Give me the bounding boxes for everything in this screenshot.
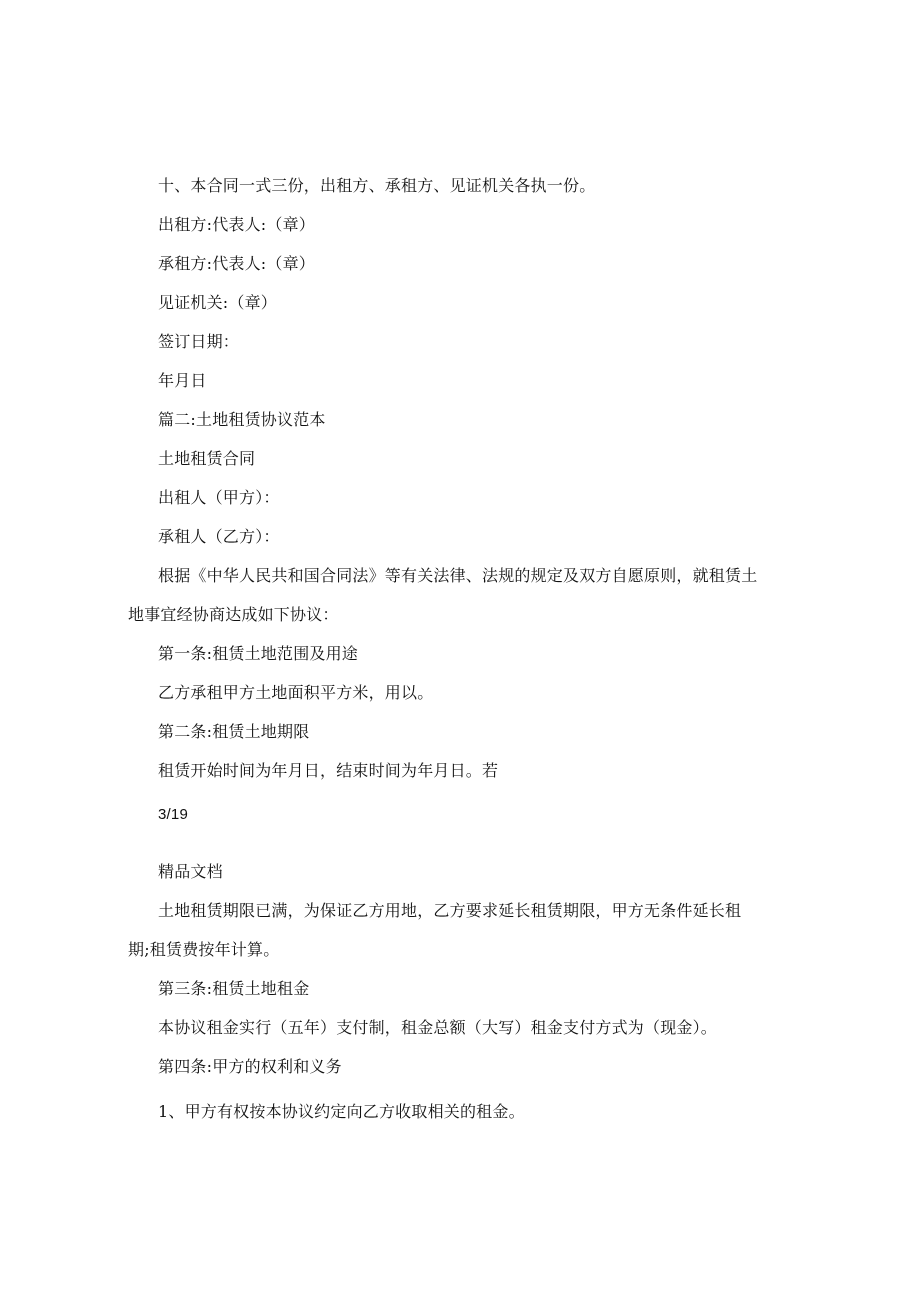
clause-ten-copies: 十、本合同一式三份，出租方、承租方、见证机关各执一份。 [158,176,596,195]
header-label: 精品文档 [158,862,223,881]
article-two-continued-line-2: 期;租赁费按年计算。 [128,940,280,959]
article-two-continued-line-1: 土地租赁期限已满，为保证乙方用地，乙方要求延长租赁期限，甲方无条件延长租 [158,901,742,920]
party-b-label: 承租人（乙方）： [158,527,280,546]
preamble-line-2: 地事宜经协商达成如下协议： [128,605,339,624]
page-number: 3/19 [158,806,188,823]
lessor-signature-line: 出租方:代表人:（章） [158,215,315,234]
signing-date-label: 签订日期： [158,332,240,351]
article-three-heading: 第三条:租赁土地租金 [158,979,310,998]
lessee-signature-line: 承租方:代表人:（章） [158,254,315,273]
preamble-line-1: 根据《中华人民共和国合同法》等有关法律、法规的规定及双方自愿原则，就租赁土 [158,566,758,585]
article-one-text: 乙方承租甲方土地面积平方米，用以。 [158,683,434,702]
contract-title: 土地租赁合同 [158,449,256,468]
article-two-text: 租赁开始时间为年月日，结束时间为年月日。若 [158,761,499,780]
article-two-heading: 第二条:租赁土地期限 [158,722,310,741]
signing-date-value: 年月日 [158,371,207,390]
article-three-text: 本协议租金实行（五年）支付制，租金总额（大写）租金支付方式为（现金）。 [158,1018,718,1037]
article-one-heading: 第一条:租赁土地范围及用途 [158,644,358,663]
section-heading: 篇二:土地租赁协议范本 [158,410,326,429]
article-four-heading: 第四条:甲方的权利和义务 [158,1057,342,1076]
article-four-item-one: 1、甲方有权按本协议约定向乙方收取相关的租金。 [158,1102,525,1121]
witness-signature-line: 见证机关:（章） [158,293,277,312]
party-a-label: 出租人（甲方）： [158,488,280,507]
